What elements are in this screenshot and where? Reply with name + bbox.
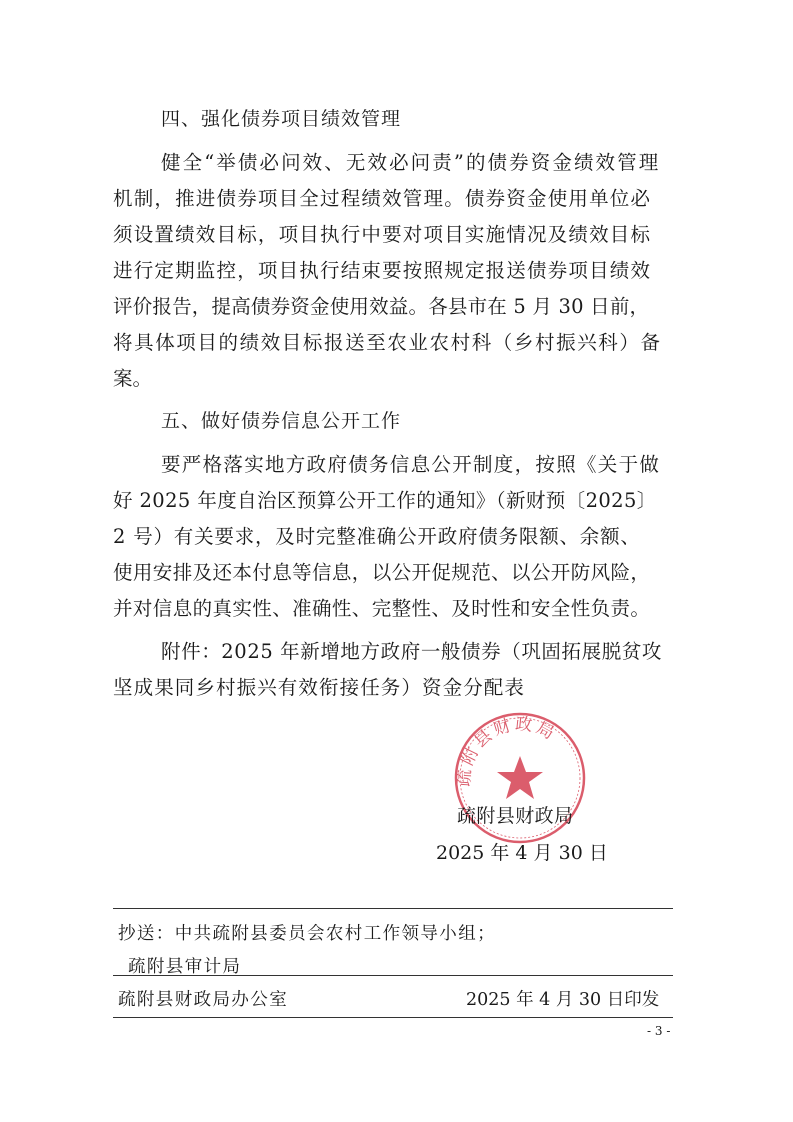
cc-recipient-1: 中共疏附县委员会农村工作领导小组； xyxy=(174,924,497,944)
section-5-line-4: 使用安排及还本付息等信息，以公开促规范、以公开防风险， xyxy=(113,561,651,584)
cc-label: 抄送： xyxy=(118,924,175,944)
footer-bottom-rule xyxy=(113,1017,673,1018)
issuing-office: 疏附县财政局办公室 xyxy=(118,990,289,1010)
cc-recipient-2: 疏附县审计局 xyxy=(128,957,242,977)
section-5-line-1: 要严格落实地方政府债务信息公开制度，按照《关于做 xyxy=(161,453,661,476)
section-4-line-1: 健全“举债必问效、无效必问责”的债券资金绩效管理 xyxy=(161,151,661,174)
svg-text:疏附县财政局: 疏附县财政局 xyxy=(454,714,560,788)
section-4-line-3: 须设置绩效目标，项目执行中要对项目实施情况及绩效目标 xyxy=(113,223,652,246)
section-5-line-3: 2 号）有关要求，及时完整准确公开政府债务限额、余额、 xyxy=(113,525,641,548)
section-5-heading: 五、做好债券信息公开工作 xyxy=(161,410,402,432)
issue-date: 2025 年 4 月 30 日印发 xyxy=(466,990,660,1010)
attachment-line-2: 坚成果同乡村振兴有效衔接任务）资金分配表 xyxy=(113,676,526,699)
section-5-line-2: 好 2025 年度自治区预算公开工作的通知》（新财预〔2025〕 xyxy=(113,489,657,512)
cc-line-1 xyxy=(118,920,496,945)
section-4-line-7: 案。 xyxy=(113,367,153,390)
signature-organization: 疏附县财政局 xyxy=(457,805,574,827)
section-4-line-5: 评价报告，提高债券资金使用效益。各县市在 5 月 30 日前， xyxy=(113,295,650,318)
section-4-line-6: 将具体项目的绩效目标报送至农业农村科（乡村振兴科）备 xyxy=(113,331,662,354)
attachment-line-1: 附件：2025 年新增地方政府一般债券（巩固拓展脱贫攻 xyxy=(161,640,663,663)
signature-date: 2025 年 4 月 30 日 xyxy=(436,842,608,864)
footer-top-rule xyxy=(113,908,673,909)
section-4-line-2: 机制，推进债券项目全过程绩效管理。债券资金使用单位必 xyxy=(113,187,652,210)
section-4-heading: 四、强化债券项目绩效管理 xyxy=(161,108,402,130)
section-5-line-5: 并对信息的真实性、准确性、完整性、及时性和安全性负责。 xyxy=(113,597,651,620)
section-4-line-4: 进行定期监控，项目执行结束要按照规定报送债券项目绩效 xyxy=(113,259,652,282)
page-number: - 3 - xyxy=(647,1024,671,1038)
footer-middle-rule xyxy=(113,975,673,976)
